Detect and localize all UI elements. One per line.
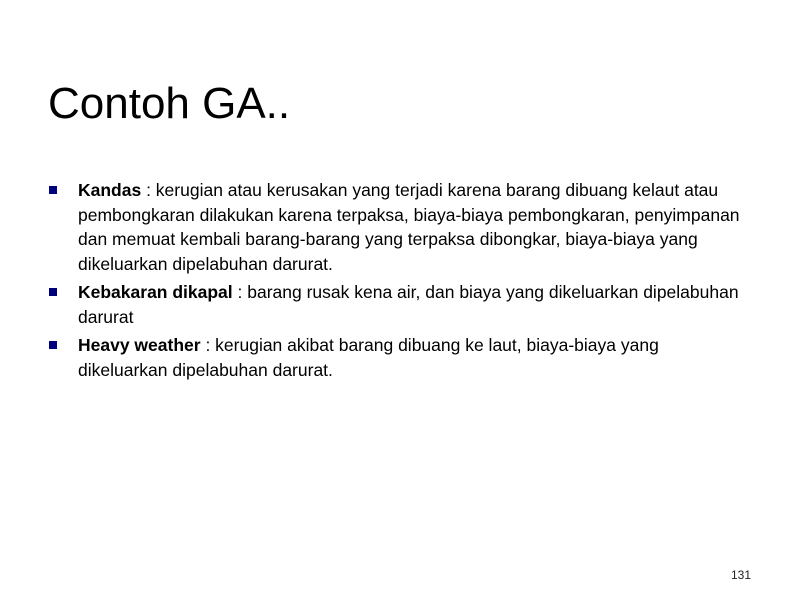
bullet-list — [48, 178, 748, 386]
slide-title: Contoh GA.. — [48, 79, 291, 128]
bullet-text: : barang rusak kena air, dan biaya yang dikeluarkan dipelabuhan darurat — [78, 282, 739, 327]
square-bullet-icon — [49, 288, 57, 296]
page-number: 131 — [730, 568, 751, 582]
bullet-item-heavy-weather — [48, 333, 748, 382]
square-bullet-icon — [49, 341, 57, 349]
bullet-term: Kebakaran dikapal — [78, 282, 233, 302]
bullet-term: Heavy weather — [78, 335, 201, 355]
bullet-item-kandas — [48, 178, 748, 276]
bullet-text: : kerugian akibat barang dibuang ke laut, biaya-biaya yang dikeluarkan dipelabuhan darurat. — [78, 335, 659, 380]
bullet-term: Kandas — [78, 180, 142, 200]
bullet-text: : kerugian atau kerusakan yang terjadi karena barang dibuang kelaut atau pembongkaran dilakukan karena terpaksa, biaya-biaya pembongkaran, penyimpanan dan memuat kembali barang-barang yang terpaksa dibongkar, biaya-biaya yang dikeluarkan dipelabuhan darurat. — [78, 180, 740, 274]
square-bullet-icon — [49, 186, 57, 194]
bullet-item-kebakaran — [48, 280, 748, 329]
